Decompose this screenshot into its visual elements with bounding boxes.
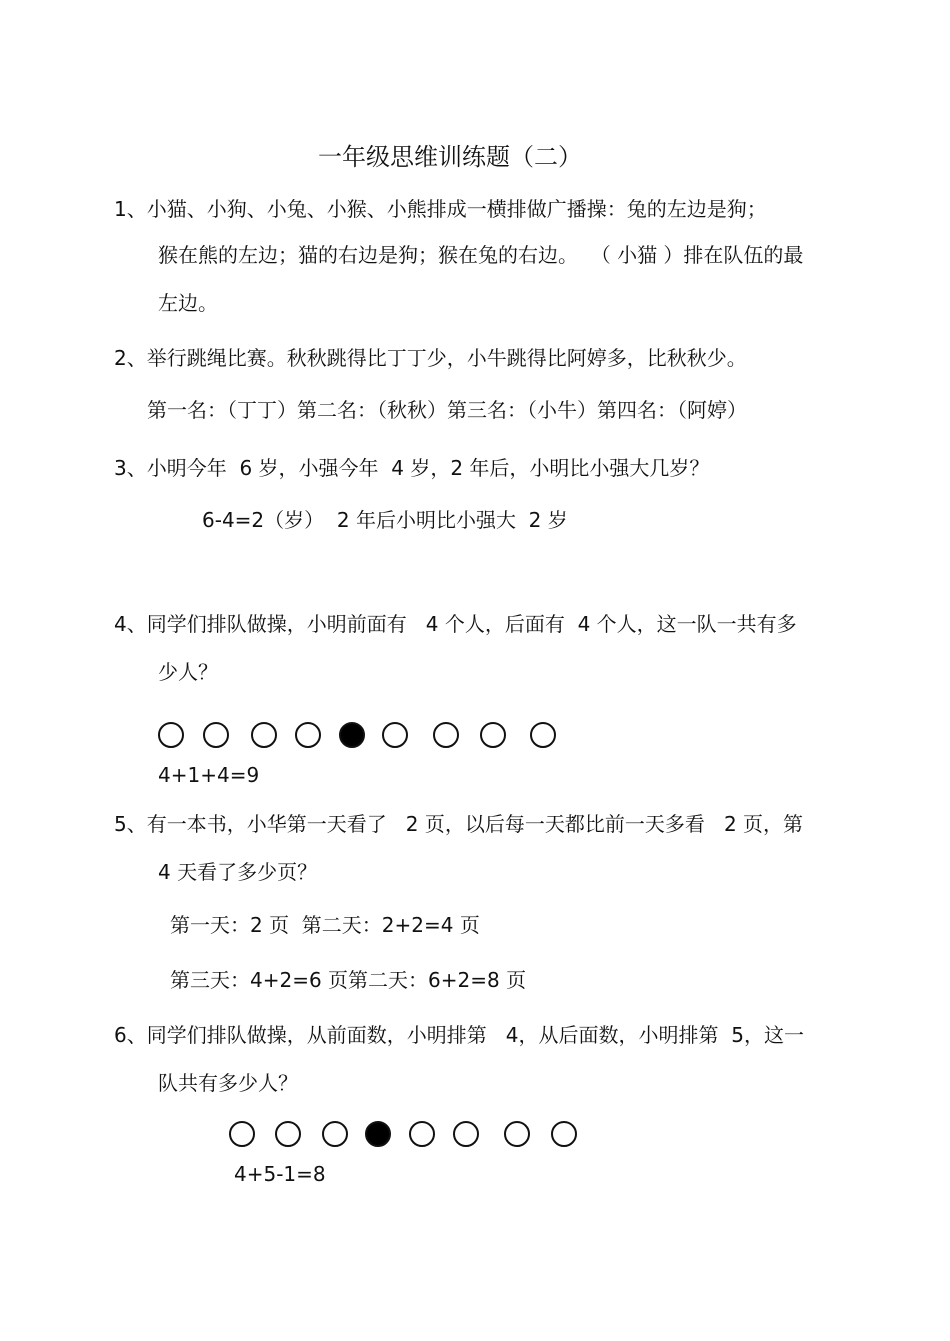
- question-5-answer-2: 第三天：4+2=6 页第二天：6+2=8 页: [170, 968, 527, 992]
- question-1-line-2: 猴在熊的左边；猫的右边是狗；猴在兔的右边。 （ 小猫 ）排在队伍的最: [158, 243, 804, 267]
- question-4-equation: 4+1+4=9: [158, 763, 260, 787]
- queue-circle-xiaoming: [339, 722, 365, 748]
- question-3-answer: 6-4=2（岁） 2 年后小明比小强大 2 岁: [202, 508, 568, 532]
- question-5-line-1: 5、有一本书，小华第一天看了 2 页，以后每一天都比前一天多看 2 页，第: [114, 812, 804, 836]
- question-5-line-2: 4 天看了多少页？: [158, 860, 318, 884]
- queue-circle: [295, 722, 321, 748]
- question-1-line-3: 左边。: [158, 291, 218, 315]
- queue-circle: [322, 1121, 348, 1147]
- queue-circle: [158, 722, 184, 748]
- queue-circle: [504, 1121, 530, 1147]
- queue-circle: [530, 722, 556, 748]
- queue-circle: [382, 722, 408, 748]
- question-6-equation: 4+5-1=8: [234, 1162, 326, 1186]
- queue-circle: [203, 722, 229, 748]
- question-4-line-1: 4、同学们排队做操，小明前面有 4 个人，后面有 4 个人，这一队一共有多: [114, 612, 797, 636]
- question-2-line-1: 2、举行跳绳比赛。秋秋跳得比丁丁少，小牛跳得比阿婷多，比秋秋少。: [114, 346, 747, 370]
- queue-circle: [409, 1121, 435, 1147]
- question-2-answer: 第一名：（丁丁）第二名：（秋秋）第三名：（小牛）第四名：（阿婷）: [147, 398, 747, 422]
- question-6-line-1: 6、同学们排队做操，从前面数，小明排第 4，从后面数，小明排第 5，这一: [114, 1023, 804, 1047]
- question-3-line-1: 3、小明今年 6 岁，小强今年 4 岁，2 年后，小明比小强大几岁？: [114, 456, 710, 480]
- queue-circle: [251, 722, 277, 748]
- question-5-answer-1: 第一天：2 页 第二天：2+2=4 页: [170, 913, 480, 937]
- queue-circle: [453, 1121, 479, 1147]
- queue-circle: [229, 1121, 255, 1147]
- queue-circle: [551, 1121, 577, 1147]
- question-1-line-1: 1、小猫、小狗、小兔、小猴、小熊排成一横排做广播操：兔的左边是狗；: [114, 197, 767, 221]
- queue-circle: [275, 1121, 301, 1147]
- question-6-line-2: 队共有多少人？: [158, 1071, 298, 1095]
- question-4-line-2: 少人？: [158, 660, 218, 684]
- page-title: 一年级思维训练题（二）: [318, 143, 582, 171]
- queue-circle: [433, 722, 459, 748]
- queue-circle: [480, 722, 506, 748]
- queue-circle-xiaoming: [365, 1121, 391, 1147]
